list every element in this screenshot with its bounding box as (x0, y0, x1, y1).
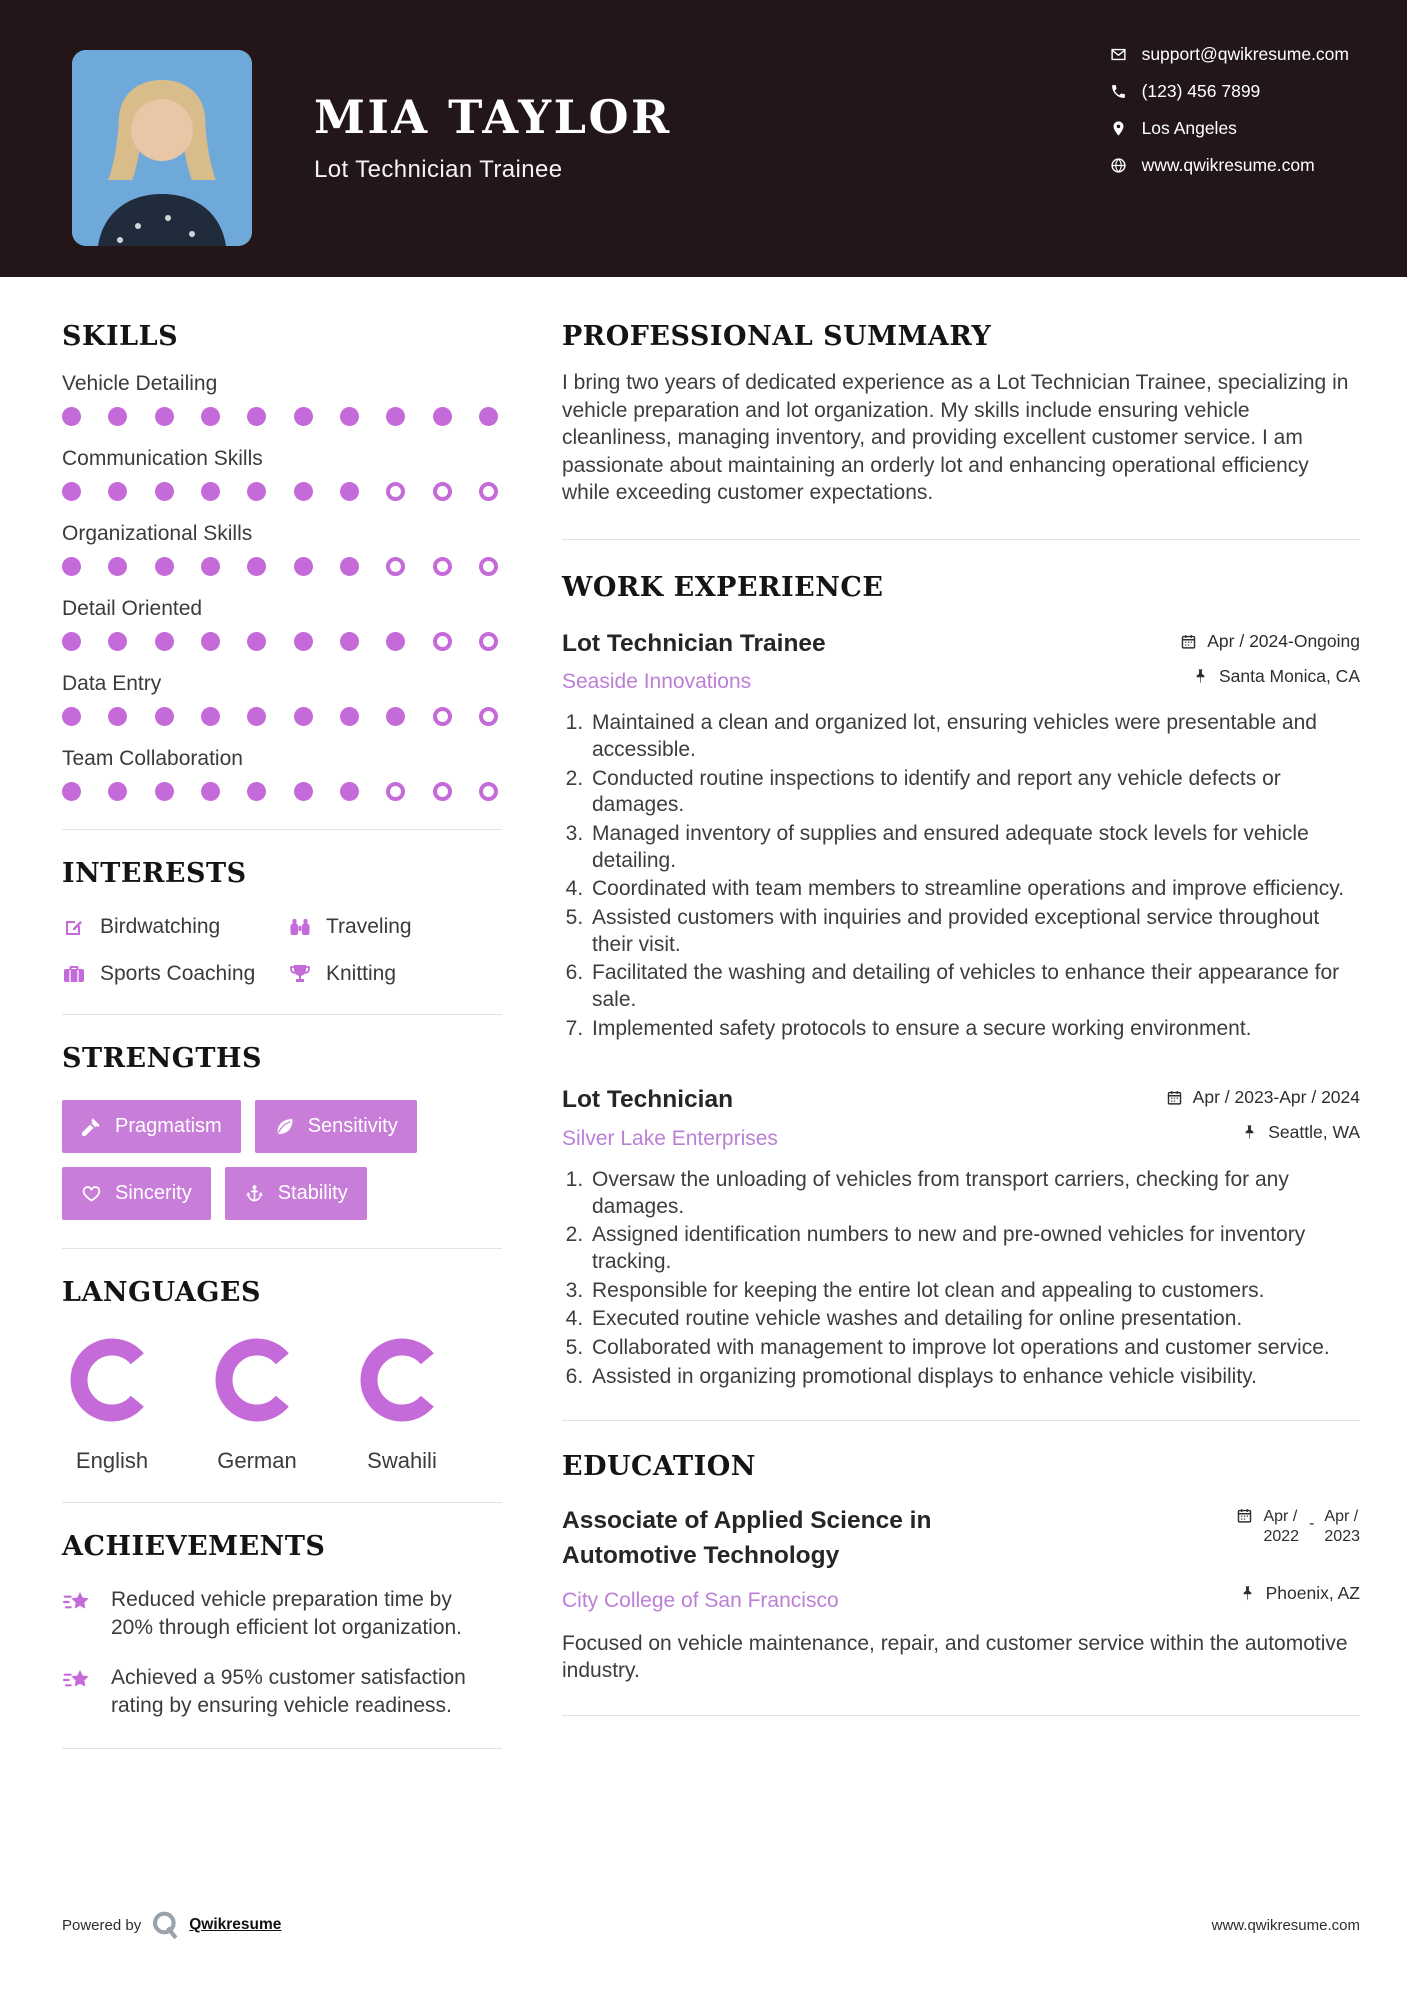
experience-bullet: 6. Facilitated the washing and detailing of vehicles to enhance their appearance for sale. (589, 960, 1360, 1013)
footer-brand (62, 1910, 281, 1940)
language-item (68, 1336, 156, 1474)
contact-email-text: support@qwikresume.com (1141, 44, 1349, 64)
briefcase-icon (62, 962, 86, 986)
experience-bullet: 5. Assisted customers with inquiries and provided exceptional service throughout their visit. (589, 905, 1360, 958)
language-level-arc (213, 1336, 301, 1424)
contact-phone[interactable] (1110, 81, 1349, 102)
skill-dot (386, 407, 405, 426)
job-bullet-list (562, 710, 1360, 1042)
interest-label: Knitting (326, 962, 397, 985)
pushpin-icon (1239, 1585, 1256, 1602)
interest-item (288, 915, 502, 939)
skill-dot (479, 782, 498, 801)
job-dates (1180, 631, 1360, 652)
skill-dot (340, 707, 359, 726)
divider (62, 1248, 502, 1249)
strength-label: Sensitivity (307, 1115, 398, 1137)
skill-dot (247, 407, 266, 426)
calendar-icon (1236, 1507, 1253, 1524)
qwikresume-brand-link[interactable]: Qwikresume (189, 1916, 282, 1933)
skill-dot (294, 407, 313, 426)
skill-name: Communication Skills (62, 447, 263, 470)
calendar-icon (1166, 1089, 1183, 1106)
skill-dot (386, 632, 405, 651)
education-school: City College of San Francisco (562, 1588, 839, 1612)
skill-dot (108, 482, 127, 501)
job-dates-text: Apr / 2023-Apr / 2024 (1192, 1087, 1360, 1108)
skill-dot (201, 632, 220, 651)
strengths-list (62, 1100, 502, 1220)
skill-dot (201, 782, 220, 801)
skill-dot (155, 782, 174, 801)
skill-dot (108, 632, 127, 651)
skill-dot (386, 707, 405, 726)
experience-heading: WORK EXPERIENCE (562, 571, 884, 603)
language-item (358, 1336, 446, 1474)
interest-item (62, 962, 288, 986)
divider (62, 1014, 502, 1015)
email-icon (1110, 46, 1127, 63)
skill-dot (62, 407, 81, 426)
identity-block (314, 89, 672, 184)
experience-bullet: 1. Oversaw the unloading of vehicles from transport carriers, checking for any damages. (589, 1167, 1360, 1220)
skill-dot (62, 557, 81, 576)
skill-dot (201, 707, 220, 726)
languages-list (68, 1336, 502, 1474)
education-meta (1236, 1507, 1360, 1604)
experience-bullet: 3. Responsible for keeping the entire lot clean and appealing to customers. (589, 1278, 1360, 1305)
experience-bullet: 2. Conducted routine inspections to identify and report any vehicle defects or damages. (589, 766, 1360, 819)
divider (562, 1420, 1360, 1421)
education-date-end-year: 2023 (1324, 1528, 1360, 1546)
experience-bullet: 6. Assisted in organizing promotional displays to enhance vehicle visibility. (589, 1364, 1360, 1391)
experience-bullet: 5. Collaborated with management to improve lot operations and customer service. (589, 1335, 1360, 1362)
skill-dot (340, 557, 359, 576)
contact-block (1110, 44, 1349, 176)
job-dates (1166, 1087, 1360, 1108)
divider (62, 1502, 502, 1503)
skill-dot (340, 482, 359, 501)
footer (62, 1910, 1360, 1940)
job-title: Lot Technician Trainee (562, 629, 826, 657)
skill-dot (155, 407, 174, 426)
job-bullet-list (562, 1167, 1360, 1390)
skill-rating (62, 482, 498, 501)
language-label: German (217, 1448, 297, 1473)
job-location-text: Santa Monica, CA (1218, 665, 1360, 686)
strength-badge (225, 1167, 367, 1220)
interests-list (62, 915, 502, 986)
education-date-end (1324, 1507, 1360, 1547)
main-content (0, 277, 1407, 1777)
skills-list (62, 372, 502, 801)
job-company: Silver Lake Enterprises (562, 1127, 778, 1151)
education-dates (1236, 1507, 1360, 1547)
skill-item (62, 447, 502, 501)
pushpin-icon (1192, 668, 1209, 685)
skill-dot (340, 782, 359, 801)
education-date-start-year: 2022 (1263, 1528, 1300, 1546)
person-title: Lot Technician Trainee (314, 155, 563, 183)
skill-dot (155, 557, 174, 576)
skill-dot (201, 482, 220, 501)
anchor-icon (244, 1183, 265, 1204)
contact-location-text: Los Angeles (1141, 118, 1237, 138)
phone-icon (1110, 83, 1127, 100)
skill-name: Data Entry (62, 672, 162, 695)
interest-label: Birdwatching (100, 915, 221, 938)
language-item (213, 1336, 301, 1474)
job-meta (1180, 631, 1360, 687)
strength-label: Sincerity (115, 1182, 192, 1204)
job-title-block (562, 628, 826, 695)
language-level-arc (68, 1336, 156, 1424)
skill-dot (201, 557, 220, 576)
hammer-icon (81, 1116, 102, 1137)
language-label: English (75, 1448, 149, 1473)
strength-label: Stability (277, 1182, 348, 1204)
experience-bullet: 1. Maintained a clean and organized lot, ensuring vehicles were presentable and accessible. (589, 710, 1360, 763)
skill-item (62, 522, 502, 576)
edit-icon (62, 915, 86, 939)
experience-bullet: 7. Implemented safety protocols to ensure a secure working environment. (589, 1016, 1360, 1043)
interest-item (62, 915, 288, 939)
footer-website-link[interactable]: www.qwikresume.com (1211, 1916, 1360, 1934)
skill-dot (62, 782, 81, 801)
achievement-item (62, 1664, 502, 1720)
strength-badge (62, 1100, 241, 1153)
job-entry (562, 628, 1360, 1043)
skill-dot (247, 707, 266, 726)
strengths-heading: STRENGTHS (62, 1043, 262, 1074)
education-location (1239, 1583, 1360, 1604)
education-description: Focused on vehicle maintenance, repair, and customer service within the automotive industry. (562, 1631, 1348, 1683)
experience-bullet: 4. Coordinated with team members to streamline operations and improve efficiency. (589, 876, 1360, 903)
skill-dot (155, 482, 174, 501)
summary-text: I bring two years of dedicated experience as a Lot Technician Trainee, specializing in vehicle preparation and lot organization. My skills include ensuring vehicle cleanliness, managing inventory, and providing excellent customer service. I am passionate about maintaining an orderly lot and enhancing operational efficiency while exceeding customer expectations. (562, 371, 1349, 504)
skill-dot (433, 632, 452, 651)
skill-dot (155, 632, 174, 651)
skill-dot (479, 482, 498, 501)
shooting-star-icon (62, 1588, 94, 1620)
skill-dot (155, 707, 174, 726)
trophy-icon (288, 962, 312, 986)
skill-dot (62, 482, 81, 501)
skill-dot (108, 782, 127, 801)
experience-bullet: 3. Managed inventory of supplies and ensured adequate stock levels for vehicle detailing. (589, 821, 1360, 874)
profile-photo (72, 50, 252, 246)
skill-dot (108, 707, 127, 726)
skill-dot (294, 782, 313, 801)
job-location (1192, 666, 1360, 687)
shooting-star-icon (62, 1666, 94, 1698)
skill-dot (386, 782, 405, 801)
skill-item (62, 672, 502, 726)
divider (562, 1715, 1360, 1716)
job-dates-text: Apr / 2024-Ongoing (1207, 630, 1360, 651)
experience-bullet: 2. Assigned identification numbers to new and pre-owned vehicles for inventory tracking. (589, 1222, 1360, 1275)
job-meta (1166, 1087, 1360, 1143)
education-title-block (562, 1504, 1002, 1613)
heart-icon (81, 1183, 102, 1204)
skill-dot (433, 782, 452, 801)
skill-dot (386, 482, 405, 501)
calendar-icon (1180, 633, 1197, 650)
contact-website[interactable] (1110, 155, 1349, 176)
contact-location (1110, 118, 1349, 139)
education-heading: EDUCATION (562, 1451, 756, 1483)
skill-name: Vehicle Detailing (62, 372, 218, 395)
main-column (562, 321, 1360, 1777)
education-date-start-month: Apr / (1263, 1508, 1298, 1526)
education-location-text: Phoenix, AZ (1265, 1583, 1360, 1604)
skill-dot (108, 407, 127, 426)
skill-dot (247, 632, 266, 651)
skill-dot (433, 482, 452, 501)
skill-dot (479, 632, 498, 651)
skill-dot (247, 782, 266, 801)
binoculars-icon (288, 915, 312, 939)
globe-icon (1110, 157, 1127, 174)
job-title-block (562, 1084, 778, 1151)
education-degree: Associate of Applied Science in Automotive Technology (562, 1507, 932, 1569)
achievement-text: Achieved a 95% customer satisfaction rating by ensuring vehicle readiness. (111, 1665, 466, 1717)
education-header (562, 1504, 1360, 1613)
skill-dot (294, 707, 313, 726)
languages-heading: LANGUAGES (62, 1277, 261, 1308)
skill-dot (340, 632, 359, 651)
skill-dot (479, 407, 498, 426)
interest-item (288, 962, 502, 986)
qwikresume-logo-icon (150, 1910, 180, 1940)
skill-dot (62, 632, 81, 651)
skill-dot (62, 707, 81, 726)
achievements-heading: ACHIEVEMENTS (62, 1531, 326, 1562)
powered-by-label: Powered by (62, 1916, 142, 1934)
language-label: Swahili (367, 1448, 437, 1473)
interest-label: Traveling (326, 915, 412, 938)
skills-heading: SKILLS (62, 321, 179, 352)
skill-rating (62, 782, 498, 801)
skill-rating (62, 632, 498, 651)
header (0, 0, 1407, 277)
skill-item (62, 747, 502, 801)
contact-email[interactable] (1110, 44, 1349, 65)
job-header (562, 628, 1360, 695)
skill-dot (340, 407, 359, 426)
summary-heading: PROFESSIONAL SUMMARY (562, 321, 992, 352)
experience-bullet: 4. Executed routine vehicle washes and detailing for online presentation. (589, 1306, 1360, 1333)
profile-photo-placeholder (72, 50, 252, 246)
skill-rating (62, 407, 498, 426)
job-title: Lot Technician (562, 1086, 734, 1114)
skill-dot (386, 557, 405, 576)
job-location (1241, 1122, 1360, 1143)
interest-label: Sports Coaching (100, 962, 256, 985)
sidebar (62, 321, 502, 1777)
job-entry (562, 1084, 1360, 1390)
skill-rating (62, 707, 498, 726)
skill-dot (247, 482, 266, 501)
achievements-list (62, 1586, 502, 1720)
skill-dot (294, 632, 313, 651)
education-date-start (1263, 1507, 1299, 1547)
divider (62, 829, 502, 830)
job-header (562, 1084, 1360, 1151)
interests-heading: INTERESTS (62, 858, 247, 889)
strength-badge (255, 1100, 417, 1153)
skill-dot (433, 707, 452, 726)
skill-name: Team Collaboration (62, 747, 243, 770)
contact-phone-text: (123) 456 7899 (1141, 81, 1261, 101)
education-entry (562, 1504, 1360, 1685)
skill-dot (201, 407, 220, 426)
skill-dot (479, 557, 498, 576)
job-location-text: Seattle, WA (1268, 1122, 1360, 1143)
divider (62, 1748, 502, 1749)
skill-name: Detail Oriented (62, 597, 203, 620)
skill-dot (108, 557, 127, 576)
strength-badge (62, 1167, 211, 1220)
skill-dot (247, 557, 266, 576)
contact-website-text: www.qwikresume.com (1141, 155, 1315, 175)
leaf-icon (274, 1116, 295, 1137)
education-date-separator: - (1309, 1515, 1315, 1533)
strength-label: Pragmatism (115, 1115, 222, 1137)
pushpin-icon (1241, 1124, 1258, 1141)
person-name: MIA TAYLOR (314, 89, 672, 144)
skill-rating (62, 557, 498, 576)
language-level-arc (358, 1336, 446, 1424)
skill-dot (433, 407, 452, 426)
skill-item (62, 597, 502, 651)
achievement-item (62, 1586, 502, 1642)
skill-dot (294, 557, 313, 576)
skill-dot (479, 707, 498, 726)
education-date-end-month: Apr / (1324, 1508, 1359, 1526)
achievement-text: Reduced vehicle preparation time by 20% through efficient lot organization. (111, 1588, 463, 1639)
skill-item (62, 372, 502, 426)
skill-dot (294, 482, 313, 501)
job-company: Seaside Innovations (562, 670, 752, 694)
location-pin-icon (1110, 120, 1127, 137)
skill-name: Organizational Skills (62, 522, 253, 545)
divider (562, 539, 1360, 540)
skill-dot (433, 557, 452, 576)
